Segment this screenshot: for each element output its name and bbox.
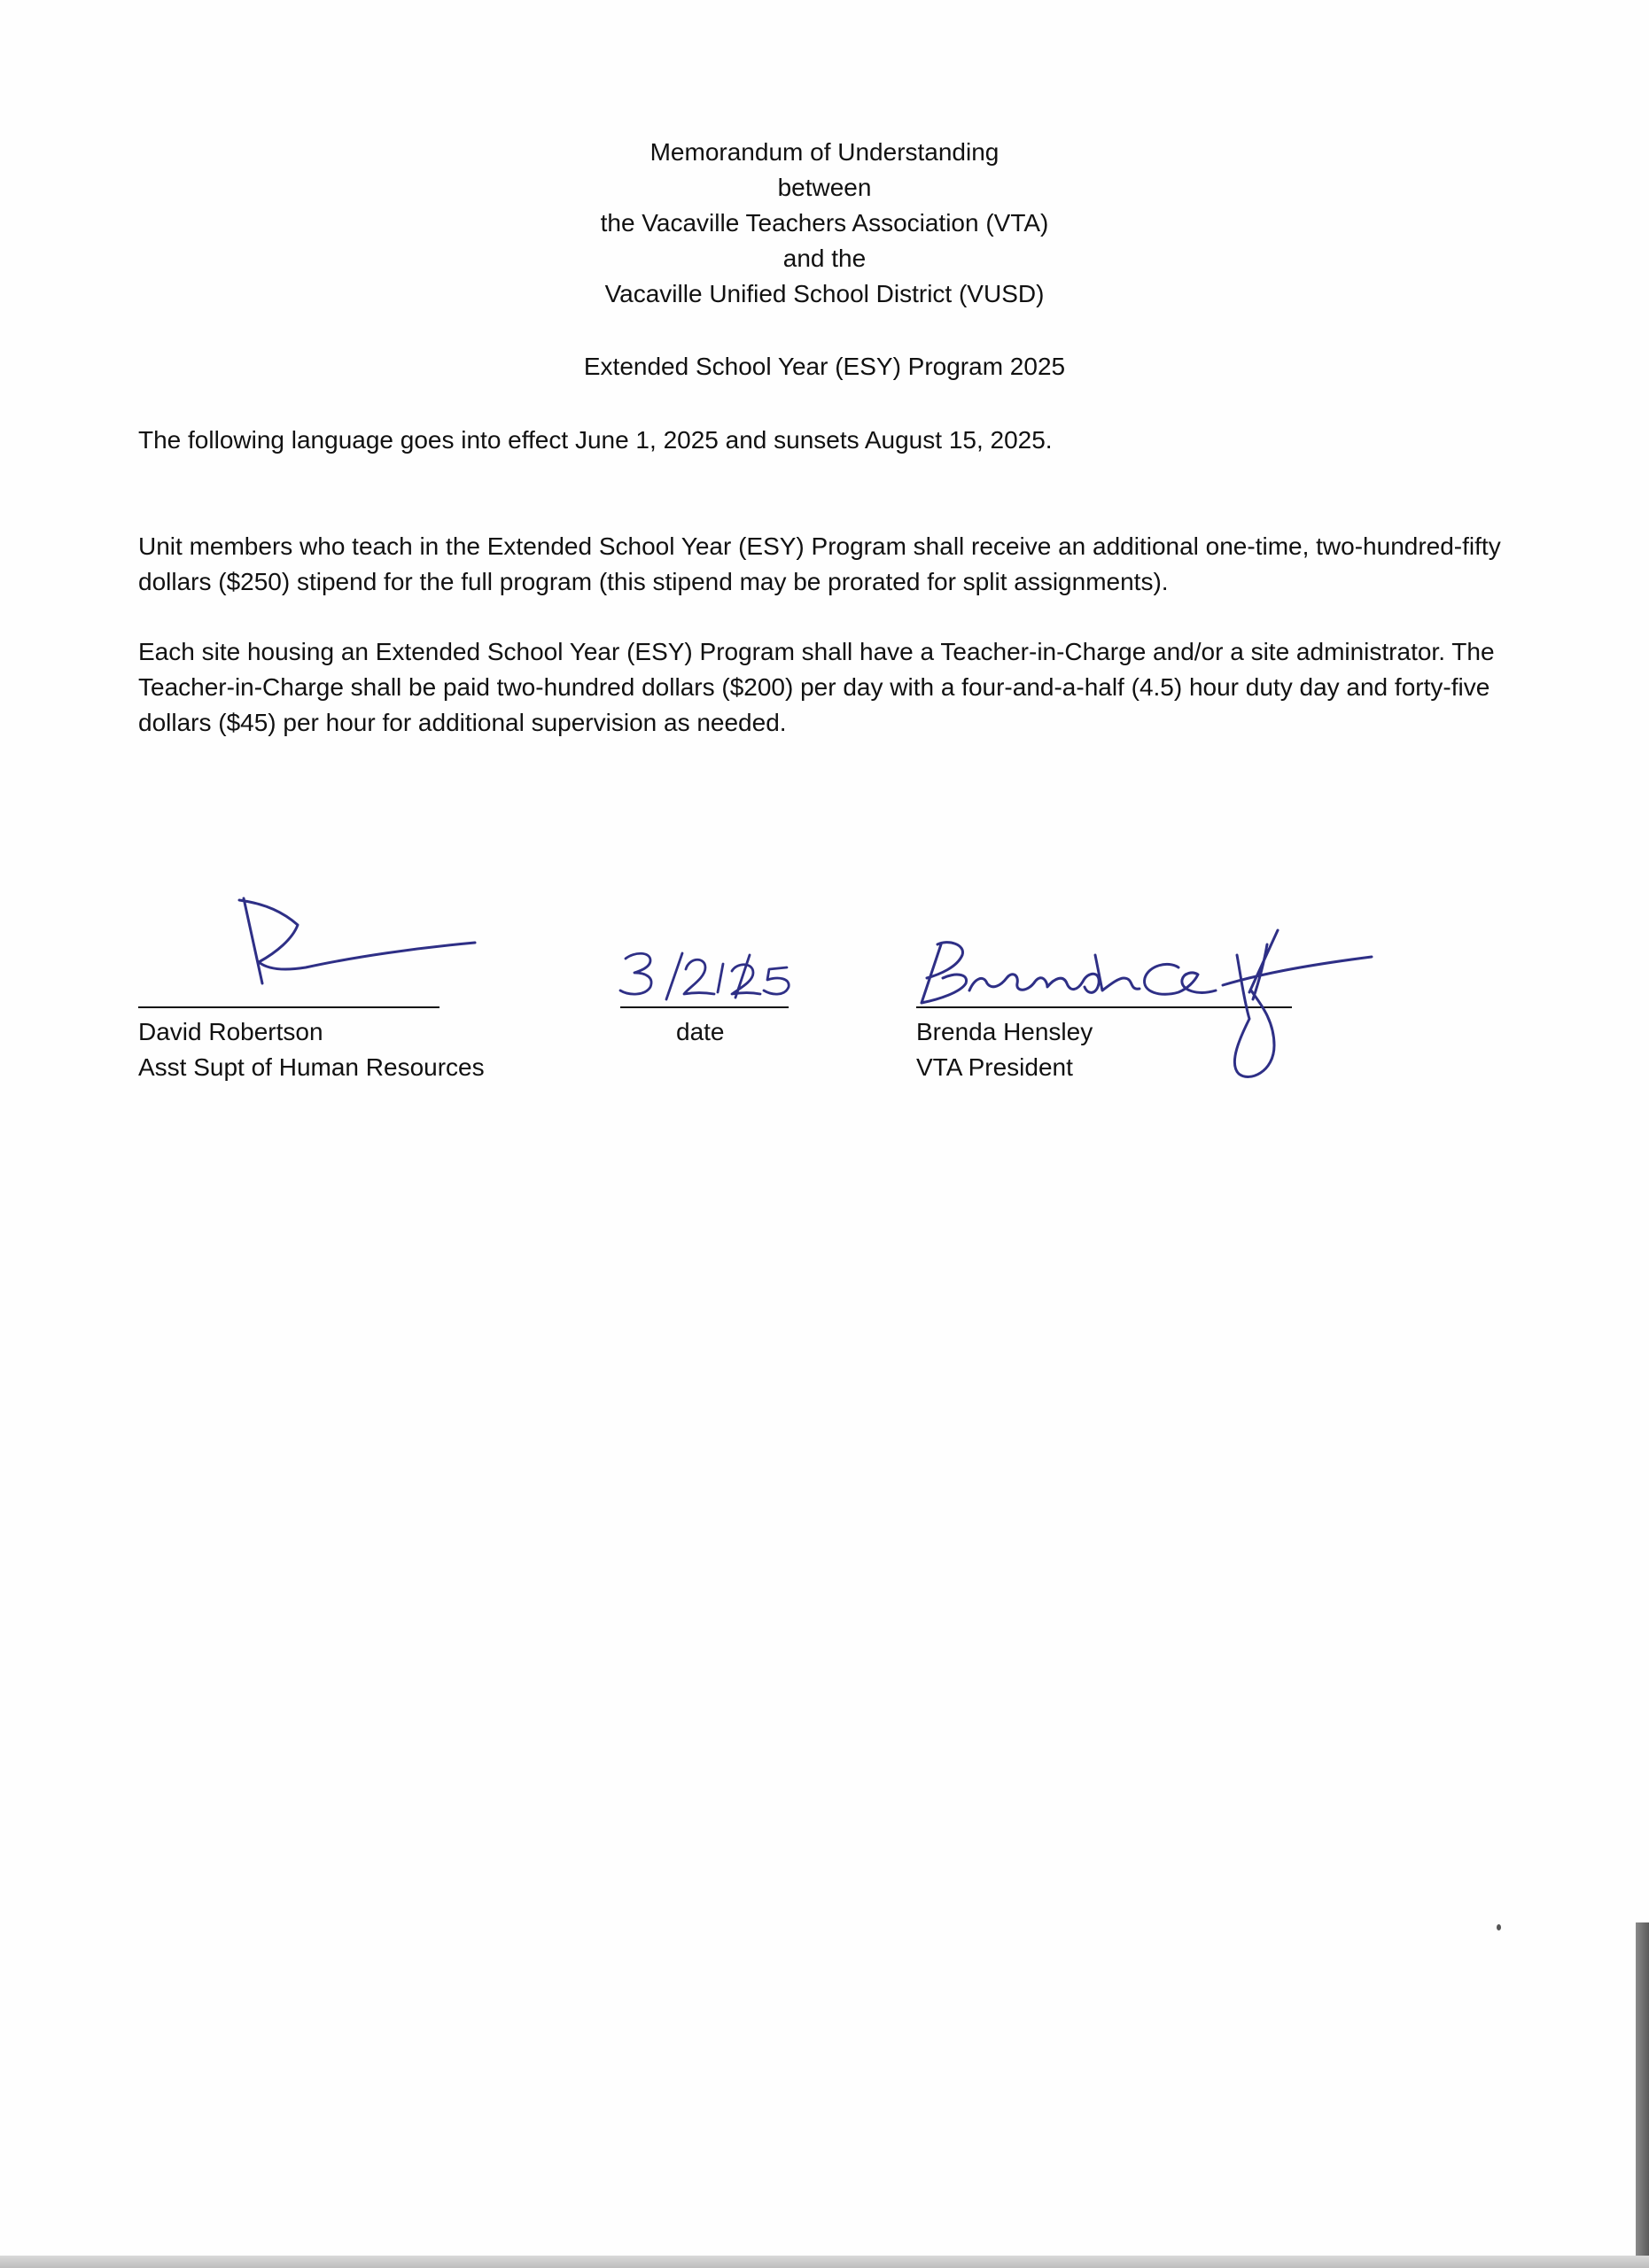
effective-dates-paragraph: The following language goes into effect June 1, 2025 and sunsets August 15, 2025.: [138, 426, 1053, 454]
district-signature-line: [138, 1006, 439, 1008]
memo-between: between: [777, 174, 872, 201]
association-signatory-name: Brenda Hensley: [916, 1018, 1093, 1045]
date-signature-line: [620, 1006, 789, 1008]
memo-party-district: Vacaville Unified School District (VUSD): [604, 280, 1045, 307]
association-signature-line: [916, 1006, 1292, 1008]
program-title: Extended School Year (ESY) Program 2025: [583, 353, 1066, 380]
district-signature: [239, 898, 475, 983]
district-signatory-name: David Robertson: [138, 1018, 323, 1045]
district-signatory-title: Asst Supt of Human Resources: [138, 1053, 485, 1081]
memo-title: Memorandum of Understanding: [649, 138, 1000, 166]
association-signatory-title: VTA President: [916, 1053, 1073, 1081]
stipend-paragraph: Unit members who teach in the Extended School Year (ESY) Program shall receive an additional one-time, two-hundred-fifty dollars ($250) stipend for the full program (this stipend may be prorated for split assignments).: [138, 532, 1501, 595]
date-label: date: [676, 1018, 725, 1045]
teacher-in-charge-paragraph: Each site housing an Extended School Year (ESY) Program shall have a Teacher-in-Charge and/or a site administrator. The Teacher-in-Charge shall be paid two-hundred dollars ($200) per day with a four-and-a-half (4.5) hour duty day and forty-five dollars ($45) per hour for additional supervision as needed.: [138, 638, 1495, 736]
handwritten-date: [620, 953, 789, 999]
scan-edge-right: [1636, 1922, 1649, 2268]
memo-party-association: the Vacaville Teachers Association (VTA): [600, 209, 1049, 237]
memo-and: and the: [782, 245, 867, 272]
scan-speck: [1497, 1924, 1501, 1930]
memo-header: [0, 135, 1649, 312]
scan-edge-bottom: [0, 2256, 1649, 2268]
